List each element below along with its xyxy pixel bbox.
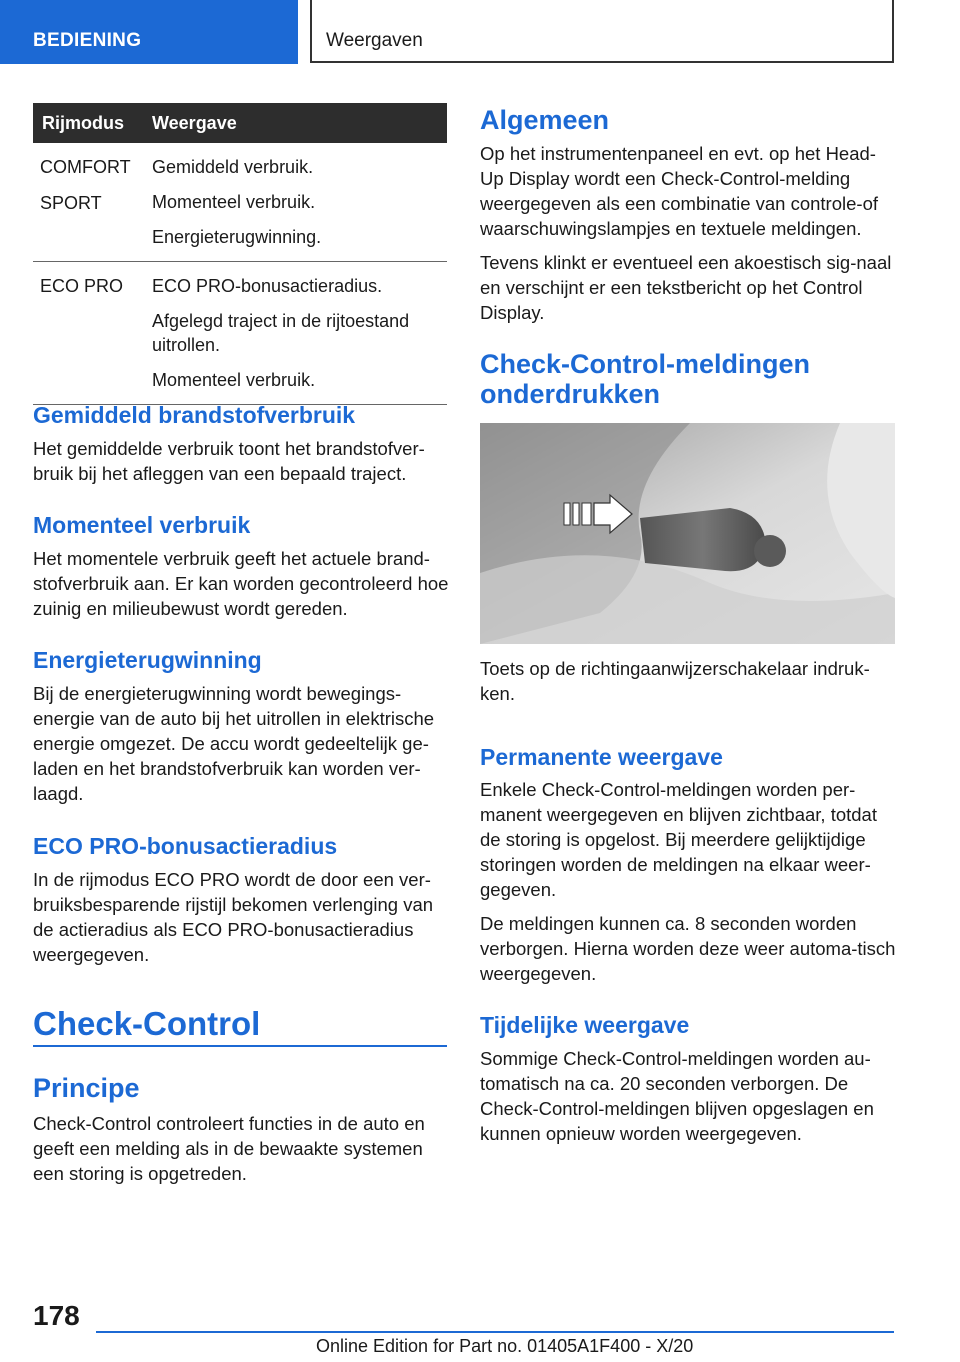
display-item: ECO PRO-bonusactieradius. — [152, 276, 383, 296]
table-cell-displays — [152, 143, 447, 262]
section-label: BEDIENING — [33, 30, 142, 51]
eco-pro-text: In de rijmodus ECO PRO wordt de door een ver-bruiksbesparende rijstijl bekomen verlenging van de actieradius als ECO PRO-bonusactieradius weergegeven. — [33, 869, 434, 965]
principle-text: Check-Control controleert functies in de auto en geeft een melding als in de bewaakte systemen een storing is opgetreden. — [33, 1113, 425, 1184]
driving-mode-table — [33, 103, 447, 405]
principle-heading: Principe — [33, 1073, 140, 1103]
mode-name: SPORT — [40, 193, 102, 213]
table-cell-modes — [33, 262, 152, 405]
check-control-heading: Check-Control — [33, 1005, 261, 1042]
permanent-display-heading: Permanente weergave — [480, 744, 723, 770]
table-header-mode: Rijmodus — [33, 103, 152, 143]
temporary-display-heading: Tijdelijke weergave — [480, 1012, 690, 1038]
page-number: 178 — [33, 1300, 80, 1331]
footer-rule — [96, 1331, 894, 1333]
current-consumption-text: Het momentele verbruik geeft het actuele brand-stofverbruik aan. Er kan worden gecontroleerd hoe zuinig en milieubewust wordt gereden. — [33, 548, 449, 619]
current-consumption-heading: Momenteel verbruik — [33, 512, 251, 538]
section-tab — [0, 0, 298, 64]
general-text-1: Op het instrumentenpaneel en evt. op het Head-Up Display wordt een Check-Control-melding weergegeven als een combinatie van controle-of waarschuwingslampjes en textuele meldingen. — [480, 143, 878, 239]
suppress-heading: Check-Control-meldingen onderdrukken — [480, 349, 811, 409]
display-item: Momenteel verbruik. — [152, 370, 316, 390]
display-item: Energieterugwinning. — [152, 227, 322, 247]
display-item: Afgelegd traject in de rijtoestand uitrollen. — [152, 311, 410, 355]
general-text-2: Tevens klinkt er eventueel een akoestisch sig-naal en verschijnt er een tekstbericht op het Control Display. — [480, 252, 892, 323]
turn-signal-switch-photo — [480, 423, 895, 644]
photo-caption: Toets op de richtingaanwijzerschakelaar indruk-ken. — [480, 658, 870, 704]
avg-consumption-text: Het gemiddelde verbruik toont het brandstofver-bruik bij het afleggen van een bepaald traject. — [33, 438, 425, 484]
table-cell-modes — [33, 143, 152, 262]
table-row — [33, 262, 447, 405]
energy-recovery-text: Bij de energieterugwinning wordt bewegings-energie van de auto bij het uitrollen in elektrische energie omgezet. De accu wordt gedeeltelijk ge-laden en het brandstofverbruik kan worden ver-laagd. — [33, 683, 435, 804]
chapter-title: Weergaven — [326, 30, 423, 51]
table-header-display: Weergave — [152, 103, 447, 143]
table-row — [33, 143, 447, 262]
mode-name: ECO PRO — [40, 276, 124, 296]
general-heading: Algemeen — [480, 105, 610, 135]
permanent-display-text-2: De meldingen kunnen ca. 8 seconden worden verborgen. Hierna worden deze weer automa-tisch weergegeven. — [480, 913, 896, 984]
display-item: Momenteel verbruik. — [152, 192, 316, 212]
edition-link[interactable]: Online Edition for Part no. 01405A1F400 - X/20 — [316, 1336, 694, 1356]
avg-consumption-heading: Gemiddeld brandstofverbruik — [33, 402, 356, 428]
energy-recovery-heading: Energieterugwinning — [33, 647, 262, 673]
table-cell-displays — [152, 262, 447, 405]
eco-pro-heading: ECO PRO-bonusactieradius — [33, 833, 338, 859]
mode-name: COMFORT — [40, 157, 131, 177]
permanent-display-text-1: Enkele Check-Control-meldingen worden per-manent weergegeven en blijven zichtbaar, totdat de storing is opgelost. Bij meerdere gelijktijdige storingen worden de meldingen na elkaar weer-gegeven. — [480, 779, 877, 900]
temporary-display-text: Sommige Check-Control-meldingen worden au-tomatisch na ca. 20 seconden verborgen. De Check-Control-meldingen blijven opgeslagen en kunnen opnieuw worden weergegeven. — [480, 1048, 874, 1144]
section-rule — [33, 1045, 447, 1047]
chapter-title-box — [310, 0, 894, 63]
display-item: Gemiddeld verbruik. — [152, 157, 314, 177]
